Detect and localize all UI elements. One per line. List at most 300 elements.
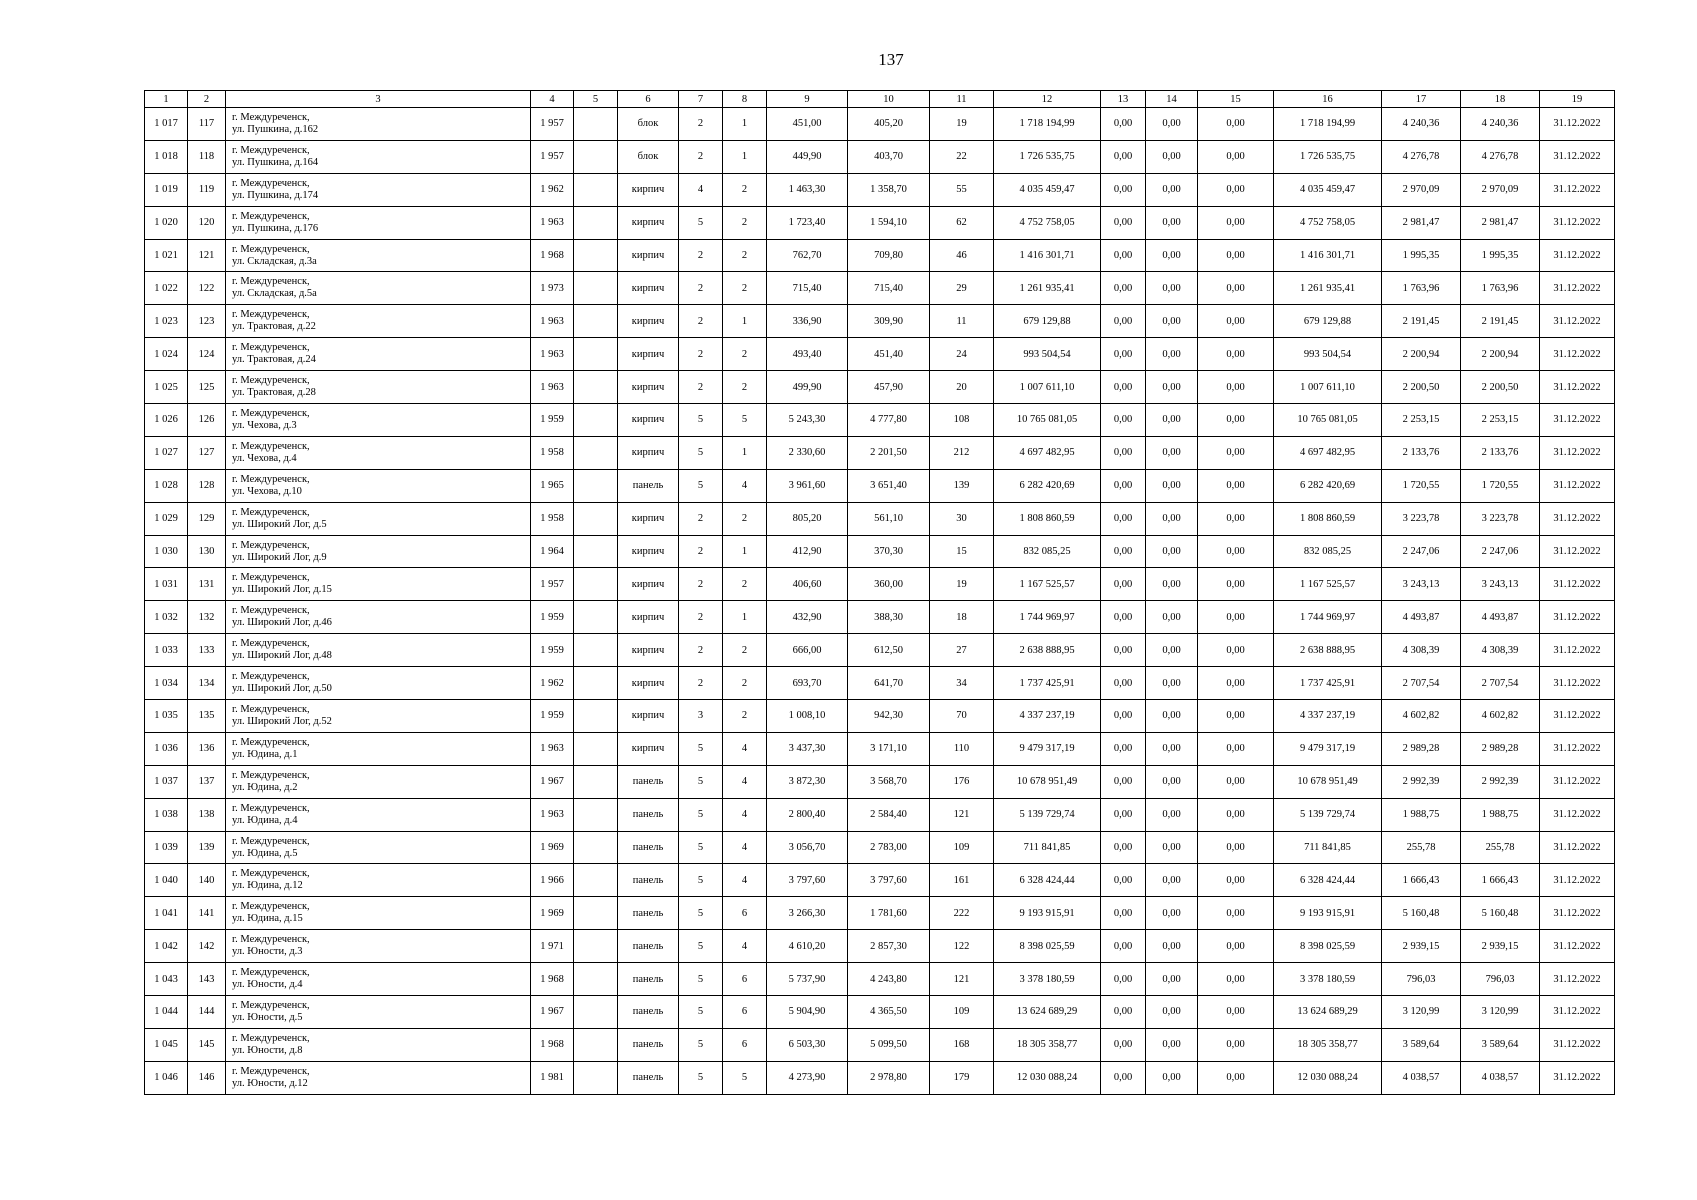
table-cell: 110 <box>930 732 994 765</box>
table-cell: 6 282 420,69 <box>994 469 1101 502</box>
table-row <box>145 930 1615 963</box>
address-street: ул. Широкий Лог, д.5 <box>232 518 327 530</box>
table-cell: 1 018 <box>145 140 188 173</box>
table-cell: 9 193 915,91 <box>1274 897 1382 930</box>
table-cell: 2 191,45 <box>1461 305 1540 338</box>
table-cell: 2 939,15 <box>1382 930 1461 963</box>
table-cell: 0,00 <box>1198 436 1274 469</box>
table-cell: 1 969 <box>531 897 574 930</box>
table-cell: 120 <box>188 206 226 239</box>
table-cell: 2 989,28 <box>1461 732 1540 765</box>
table-cell: 31.12.2022 <box>1540 469 1615 502</box>
table-cell: 2 330,60 <box>767 436 848 469</box>
table-cell: 5 <box>679 1061 723 1094</box>
table-cell: 832 085,25 <box>1274 535 1382 568</box>
table-cell: 4 308,39 <box>1382 634 1461 667</box>
address-cell <box>226 305 531 338</box>
table-cell: 4 <box>723 469 767 502</box>
table-cell: 406,60 <box>767 568 848 601</box>
table-cell: 3 243,13 <box>1382 568 1461 601</box>
table-cell: 3 872,30 <box>767 765 848 798</box>
table-cell: 6 <box>723 897 767 930</box>
table-cell: кирпич <box>618 502 679 535</box>
table-cell: 70 <box>930 700 994 733</box>
table-cell: 255,78 <box>1461 831 1540 864</box>
table-cell: 121 <box>188 239 226 272</box>
table-cell: 1 007 611,10 <box>1274 371 1382 404</box>
table-cell: 2 253,15 <box>1382 404 1461 437</box>
table-cell: 1 <box>723 535 767 568</box>
table-cell: 0,00 <box>1198 272 1274 305</box>
table-cell: 139 <box>188 831 226 864</box>
table-cell: 4 752 758,05 <box>994 206 1101 239</box>
table-cell: 1 988,75 <box>1382 798 1461 831</box>
table-cell <box>574 667 618 700</box>
address-city: г. Междуреченск, <box>232 1065 310 1077</box>
table-cell: 8 398 025,59 <box>1274 930 1382 963</box>
table-cell: 0,00 <box>1101 732 1146 765</box>
table-cell: 0,00 <box>1146 502 1198 535</box>
table-cell: 715,40 <box>767 272 848 305</box>
table-cell: 2 200,50 <box>1382 371 1461 404</box>
address-city: г. Междуреченск, <box>232 473 310 485</box>
table-cell: кирпич <box>618 338 679 371</box>
address-city: г. Междуреченск, <box>232 177 310 189</box>
table-cell: кирпич <box>618 239 679 272</box>
address-cell <box>226 601 531 634</box>
table-cell: 666,00 <box>767 634 848 667</box>
table-cell: кирпич <box>618 601 679 634</box>
table-cell: 6 <box>723 963 767 996</box>
table-cell: 138 <box>188 798 226 831</box>
address-street: ул. Чехова, д.10 <box>232 485 302 497</box>
table-cell: 3 797,60 <box>767 864 848 897</box>
address-city: г. Междуреченск, <box>232 736 310 748</box>
address-street: ул. Чехова, д.3 <box>232 419 297 431</box>
table-cell: 360,00 <box>848 568 930 601</box>
table-cell: 34 <box>930 667 994 700</box>
table-cell: 1 957 <box>531 140 574 173</box>
address-city: г. Междуреченск, <box>232 802 310 814</box>
table-cell: 1 962 <box>531 667 574 700</box>
table-cell: 832 085,25 <box>994 535 1101 568</box>
table-cell: 403,70 <box>848 140 930 173</box>
table-row <box>145 239 1615 272</box>
table-cell: 1 718 194,99 <box>1274 108 1382 141</box>
address-city: г. Междуреченск, <box>232 1032 310 1044</box>
table-cell: 0,00 <box>1146 1028 1198 1061</box>
table-cell: 0,00 <box>1198 469 1274 502</box>
table-cell: 1 007 611,10 <box>994 371 1101 404</box>
table-cell: 2 <box>679 667 723 700</box>
table-cell: 30 <box>930 502 994 535</box>
table-cell: 4 <box>723 732 767 765</box>
table-cell: 2 <box>679 108 723 141</box>
table-cell: 336,90 <box>767 305 848 338</box>
table-cell: 5 <box>679 963 723 996</box>
table-cell: 1 726 535,75 <box>994 140 1101 173</box>
table-cell: 10 765 081,05 <box>1274 404 1382 437</box>
table-cell <box>574 897 618 930</box>
table-cell: 711 841,85 <box>994 831 1101 864</box>
table-cell: 1 <box>723 108 767 141</box>
address-street: ул. Трактовая, д.28 <box>232 387 316 399</box>
address-street: ул. Чехова, д.4 <box>232 452 297 464</box>
table-cell: 132 <box>188 601 226 634</box>
column-header: 9 <box>767 91 848 108</box>
table-cell: 0,00 <box>1146 831 1198 864</box>
table-cell: 5 <box>679 206 723 239</box>
table-cell: 0,00 <box>1101 305 1146 338</box>
table-cell: 46 <box>930 239 994 272</box>
table-cell <box>574 930 618 963</box>
table-cell: 805,20 <box>767 502 848 535</box>
table-row <box>145 700 1615 733</box>
table-cell: 123 <box>188 305 226 338</box>
table-cell: 2 247,06 <box>1461 535 1540 568</box>
table-cell: 2 <box>679 338 723 371</box>
table-cell: 0,00 <box>1198 1061 1274 1094</box>
table-row <box>145 206 1615 239</box>
table-cell: 1 995,35 <box>1461 239 1540 272</box>
table-cell: 3 223,78 <box>1382 502 1461 535</box>
address-cell <box>226 897 531 930</box>
table-cell: 0,00 <box>1146 469 1198 502</box>
table-cell: 1 029 <box>145 502 188 535</box>
table-row <box>145 963 1615 996</box>
table-cell: 2 191,45 <box>1382 305 1461 338</box>
table-cell: 121 <box>930 963 994 996</box>
table-cell: 0,00 <box>1101 1028 1146 1061</box>
column-header: 7 <box>679 91 723 108</box>
table-cell: 6 503,30 <box>767 1028 848 1061</box>
table-cell: 0,00 <box>1198 338 1274 371</box>
address-street: ул. Пушкина, д.174 <box>232 189 319 201</box>
table-cell: 31.12.2022 <box>1540 206 1615 239</box>
address-street: ул. Юдина, д.1 <box>232 748 298 760</box>
table-cell: 3 171,10 <box>848 732 930 765</box>
table-cell: 31.12.2022 <box>1540 305 1615 338</box>
table-cell <box>574 502 618 535</box>
table-cell: 1 022 <box>145 272 188 305</box>
address-street: ул. Юности, д.3 <box>232 946 303 958</box>
table-cell: 24 <box>930 338 994 371</box>
address-street: ул. Юдина, д.4 <box>232 814 298 826</box>
table-cell: 0,00 <box>1198 239 1274 272</box>
table-cell: 0,00 <box>1101 765 1146 798</box>
table-cell: 10 678 951,49 <box>1274 765 1382 798</box>
table-cell: 4 <box>723 831 767 864</box>
table-cell <box>574 469 618 502</box>
table-cell: 2 <box>723 502 767 535</box>
table-cell: 122 <box>188 272 226 305</box>
table-cell: 3 243,13 <box>1461 568 1540 601</box>
column-header: 16 <box>1274 91 1382 108</box>
table-cell: 1 036 <box>145 732 188 765</box>
address-city: г. Междуреченск, <box>232 111 310 123</box>
table-cell: 561,10 <box>848 502 930 535</box>
table-cell: 2 <box>723 338 767 371</box>
address-street: ул. Юности, д.12 <box>232 1077 308 1089</box>
table-cell: 1 031 <box>145 568 188 601</box>
table-cell: 1 763,96 <box>1382 272 1461 305</box>
table-cell: 2 638 888,95 <box>1274 634 1382 667</box>
address-cell <box>226 996 531 1029</box>
table-cell: 0,00 <box>1198 568 1274 601</box>
column-number-header-row <box>145 91 1615 108</box>
table-cell: 0,00 <box>1101 700 1146 733</box>
table-cell: 118 <box>188 140 226 173</box>
table-cell: 222 <box>930 897 994 930</box>
table-cell: 142 <box>188 930 226 963</box>
table-cell: панель <box>618 1061 679 1094</box>
table-cell: 0,00 <box>1101 996 1146 1029</box>
table-cell: 9 479 317,19 <box>1274 732 1382 765</box>
table-cell: панель <box>618 897 679 930</box>
table-cell: кирпич <box>618 404 679 437</box>
table-cell: 0,00 <box>1146 535 1198 568</box>
table-cell: 0,00 <box>1146 305 1198 338</box>
table-cell: 1 043 <box>145 963 188 996</box>
address-cell <box>226 239 531 272</box>
table-cell: 0,00 <box>1101 404 1146 437</box>
table-cell: 12 030 088,24 <box>994 1061 1101 1094</box>
table-row <box>145 502 1615 535</box>
table-cell: 1 726 535,75 <box>1274 140 1382 173</box>
table-cell: 2 201,50 <box>848 436 930 469</box>
table-row <box>145 996 1615 1029</box>
table-cell <box>574 864 618 897</box>
table-cell: 1 028 <box>145 469 188 502</box>
address-street: ул. Пушкина, д.162 <box>232 123 319 135</box>
table-cell: 0,00 <box>1198 502 1274 535</box>
table-cell <box>574 732 618 765</box>
table-cell: 31.12.2022 <box>1540 173 1615 206</box>
table-cell: 134 <box>188 667 226 700</box>
table-cell: 0,00 <box>1198 1028 1274 1061</box>
column-header: 3 <box>226 91 531 108</box>
address-cell <box>226 108 531 141</box>
table-cell: 1 358,70 <box>848 173 930 206</box>
table-cell: 2 <box>679 272 723 305</box>
table-cell: 5 <box>723 1061 767 1094</box>
table-cell: 451,40 <box>848 338 930 371</box>
table-cell: 4 <box>723 798 767 831</box>
table-cell: 0,00 <box>1101 108 1146 141</box>
address-city: г. Междуреченск, <box>232 144 310 156</box>
address-cell <box>226 930 531 963</box>
table-cell: 6 282 420,69 <box>1274 469 1382 502</box>
table-cell: 0,00 <box>1101 272 1146 305</box>
table-cell: 1 995,35 <box>1382 239 1461 272</box>
table-cell: 9 479 317,19 <box>994 732 1101 765</box>
table-cell: 1 967 <box>531 765 574 798</box>
table-cell: 1 744 969,97 <box>994 601 1101 634</box>
table-cell: 5 <box>679 765 723 798</box>
table-cell: 0,00 <box>1146 173 1198 206</box>
table-cell: 2 981,47 <box>1382 206 1461 239</box>
address-city: г. Междуреченск, <box>232 342 310 354</box>
table-cell: 143 <box>188 963 226 996</box>
table-cell: 0,00 <box>1198 371 1274 404</box>
table-cell: кирпич <box>618 206 679 239</box>
table-cell <box>574 700 618 733</box>
table-cell: 612,50 <box>848 634 930 667</box>
table-cell: 1 416 301,71 <box>994 239 1101 272</box>
table-cell: 388,30 <box>848 601 930 634</box>
table-cell: 108 <box>930 404 994 437</box>
table-cell: 2 133,76 <box>1461 436 1540 469</box>
table-cell: 2 200,94 <box>1382 338 1461 371</box>
address-street: ул. Юдина, д.2 <box>232 781 298 793</box>
table-row <box>145 634 1615 667</box>
table-cell: 1 963 <box>531 338 574 371</box>
address-street: ул. Юдина, д.15 <box>232 913 303 925</box>
table-cell: 168 <box>930 1028 994 1061</box>
table-cell: 13 624 689,29 <box>994 996 1101 1029</box>
table-body <box>145 108 1615 1095</box>
table-cell: 0,00 <box>1101 798 1146 831</box>
table-cell: 140 <box>188 864 226 897</box>
table-cell: 31.12.2022 <box>1540 798 1615 831</box>
table-cell <box>574 371 618 404</box>
table-cell: 3 378 180,59 <box>994 963 1101 996</box>
housing-table <box>144 90 1615 1095</box>
table-cell: 2 638 888,95 <box>994 634 1101 667</box>
table-cell: 1 025 <box>145 371 188 404</box>
table-cell: 2 253,15 <box>1461 404 1540 437</box>
table-cell: 0,00 <box>1101 469 1146 502</box>
table-cell: 1 024 <box>145 338 188 371</box>
table-cell: 137 <box>188 765 226 798</box>
address-cell <box>226 371 531 404</box>
table-cell: 2 584,40 <box>848 798 930 831</box>
address-city: г. Междуреченск, <box>232 703 310 715</box>
table-cell: 5 <box>679 996 723 1029</box>
table-cell: 31.12.2022 <box>1540 502 1615 535</box>
table-cell: 412,90 <box>767 535 848 568</box>
table-cell: 0,00 <box>1146 634 1198 667</box>
table-cell: 145 <box>188 1028 226 1061</box>
table-cell: 31.12.2022 <box>1540 897 1615 930</box>
table-cell: панель <box>618 864 679 897</box>
table-cell: 2 <box>723 568 767 601</box>
housing-table-container <box>144 90 1614 1095</box>
table-row <box>145 305 1615 338</box>
table-cell: 709,80 <box>848 239 930 272</box>
address-cell <box>226 732 531 765</box>
table-cell: 179 <box>930 1061 994 1094</box>
table-cell: 29 <box>930 272 994 305</box>
address-street: ул. Юдина, д.12 <box>232 880 303 892</box>
table-cell: блок <box>618 108 679 141</box>
table-cell: 3 120,99 <box>1382 996 1461 1029</box>
table-cell: 2 133,76 <box>1382 436 1461 469</box>
table-cell: 2 707,54 <box>1382 667 1461 700</box>
table-cell: 0,00 <box>1198 140 1274 173</box>
address-cell <box>226 568 531 601</box>
table-cell: панель <box>618 930 679 963</box>
table-cell: 993 504,54 <box>994 338 1101 371</box>
table-cell: 405,20 <box>848 108 930 141</box>
table-cell: 31.12.2022 <box>1540 436 1615 469</box>
table-cell: 1 021 <box>145 239 188 272</box>
table-cell: 109 <box>930 831 994 864</box>
table-cell: 5 <box>679 732 723 765</box>
address-street: ул. Пушкина, д.164 <box>232 156 319 168</box>
table-cell: 4 240,36 <box>1461 108 1540 141</box>
table-cell: 1 744 969,97 <box>1274 601 1382 634</box>
table-cell: 2 857,30 <box>848 930 930 963</box>
table-cell: 1 958 <box>531 436 574 469</box>
table-cell: 6 328 424,44 <box>994 864 1101 897</box>
table-cell: 5 <box>723 404 767 437</box>
table-cell: панель <box>618 996 679 1029</box>
table-cell: 1 967 <box>531 996 574 1029</box>
address-city: г. Междуреченск, <box>232 572 310 584</box>
table-cell: 2 200,94 <box>1461 338 1540 371</box>
table-cell: 4 308,39 <box>1461 634 1540 667</box>
table-cell: 493,40 <box>767 338 848 371</box>
table-row <box>145 338 1615 371</box>
table-cell: 309,90 <box>848 305 930 338</box>
table-cell: 22 <box>930 140 994 173</box>
table-cell <box>574 798 618 831</box>
table-cell: 0,00 <box>1198 305 1274 338</box>
table-cell: 942,30 <box>848 700 930 733</box>
address-street: ул. Юдина, д.5 <box>232 847 298 859</box>
table-cell: 1 261 935,41 <box>1274 272 1382 305</box>
column-header: 15 <box>1198 91 1274 108</box>
table-cell: 176 <box>930 765 994 798</box>
table-cell: 4 <box>723 864 767 897</box>
table-cell: 0,00 <box>1198 173 1274 206</box>
table-cell <box>574 765 618 798</box>
table-row <box>145 173 1615 206</box>
table-cell: 1 963 <box>531 798 574 831</box>
table-row <box>145 469 1615 502</box>
table-cell: 0,00 <box>1198 667 1274 700</box>
address-city: г. Междуреченск, <box>232 999 310 1011</box>
table-cell: 5 <box>679 436 723 469</box>
address-cell <box>226 173 531 206</box>
table-row <box>145 864 1615 897</box>
address-street: ул. Широкий Лог, д.15 <box>232 584 332 596</box>
table-cell: 4 610,20 <box>767 930 848 963</box>
table-cell: 31.12.2022 <box>1540 930 1615 963</box>
table-cell: 2 <box>679 601 723 634</box>
table-cell <box>574 404 618 437</box>
table-cell: 1 723,40 <box>767 206 848 239</box>
table-cell: 2 <box>679 371 723 404</box>
table-cell: 1 023 <box>145 305 188 338</box>
table-cell: 4 493,87 <box>1382 601 1461 634</box>
table-cell: 2 <box>723 206 767 239</box>
table-cell: 1 261 935,41 <box>994 272 1101 305</box>
table-cell: 4 777,80 <box>848 404 930 437</box>
table-cell: 1 <box>723 601 767 634</box>
table-cell: кирпич <box>618 535 679 568</box>
address-cell <box>226 272 531 305</box>
table-cell <box>574 272 618 305</box>
table-cell: 3 437,30 <box>767 732 848 765</box>
table-cell: 15 <box>930 535 994 568</box>
table-cell: кирпич <box>618 667 679 700</box>
table-cell: 0,00 <box>1101 239 1146 272</box>
table-cell: 0,00 <box>1101 1061 1146 1094</box>
table-cell: 2 <box>723 272 767 305</box>
address-city: г. Междуреченск, <box>232 901 310 913</box>
